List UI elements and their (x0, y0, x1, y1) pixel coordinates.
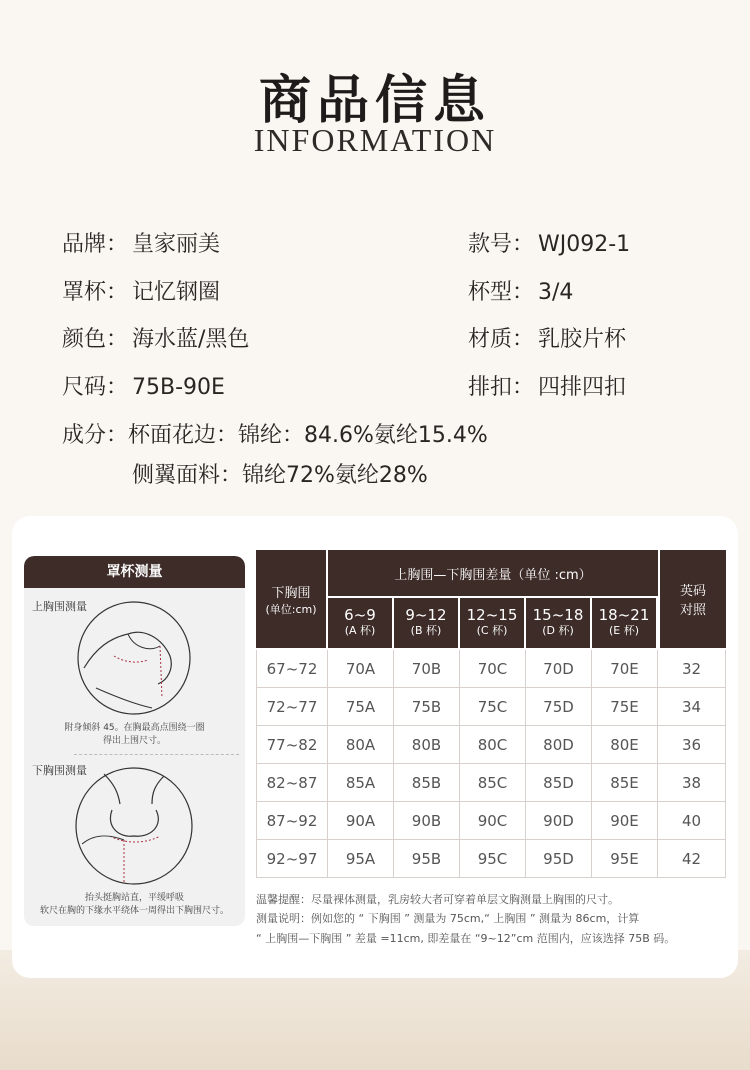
measure-panel-title: 罩杯测量 (24, 556, 245, 588)
table-uk-header (660, 550, 726, 648)
table-group-header: 上胸围—下胸围差量（单位 :cm） (328, 550, 658, 596)
table-size-cell: 85B (394, 764, 460, 802)
info-fabric-value: 乳胶片杯 (538, 327, 627, 352)
info-color-label: 颜色： (62, 327, 129, 352)
table-row-underbust: 92~97 (256, 840, 328, 878)
info-color (62, 322, 249, 353)
table-uk-cell: 40 (658, 802, 726, 840)
cup-range: 9~12 (405, 606, 447, 624)
cup-column-header (592, 598, 656, 648)
table-row-underbust: 77~82 (256, 726, 328, 764)
cup-letter: (C 杯) (476, 624, 508, 637)
info-composition-line2 (132, 458, 428, 489)
table-size-cell: 70C (460, 650, 526, 688)
table-size-cell: 80C (460, 726, 526, 764)
cup-letter: (D 杯) (542, 624, 574, 637)
page-title: 商品信息 (258, 70, 491, 131)
table-size-cell: 75E (592, 688, 658, 726)
info-composition (62, 418, 488, 449)
under-bust-note-1: 抬头挺胸站直，平缓呼吸 (84, 893, 184, 903)
table-size-cell: 90A (328, 802, 394, 840)
table-uk-cell: 34 (658, 688, 726, 726)
table-size-cell: 95C (460, 840, 526, 878)
table-corner-header (256, 550, 326, 648)
cup-column-header (526, 598, 590, 648)
cup-range: 6~9 (344, 606, 376, 624)
table-size-cell: 95E (592, 840, 658, 878)
table-size-cell: 90E (592, 802, 658, 840)
info-model-label: 款号： (468, 232, 535, 257)
note-reminder: 温馨提醒：尽量裸体测量，乳房较大者可穿着单层文胸测量上胸围的尺寸。 (256, 893, 619, 906)
cup-column-header (328, 598, 392, 648)
cup-letter: (B 杯) (410, 624, 442, 637)
cup-range: 12~15 (466, 606, 518, 624)
cup-range: 15~18 (532, 606, 584, 624)
info-hooks-label: 排扣： (468, 375, 535, 400)
table-size-cell: 75A (328, 688, 394, 726)
info-model (468, 227, 630, 258)
info-cup-type-label: 杯型： (468, 280, 535, 305)
info-color-value: 海水蓝/黑色 (132, 327, 250, 352)
info-cup-material-value: 记忆钢圈 (132, 280, 221, 305)
info-brand-value: 皇家丽美 (132, 232, 221, 257)
table-size-cell: 85E (592, 764, 658, 802)
cup-letter: (E 杯) (608, 624, 640, 637)
table-size-cell: 85D (526, 764, 592, 802)
info-size-label: 尺码： (62, 375, 129, 400)
table-size-cell: 95D (526, 840, 592, 878)
table-uk-cell: 36 (658, 726, 726, 764)
cup-column-header (460, 598, 524, 648)
under-bust-illustration (74, 764, 194, 886)
info-composition-value-2: 侧翼面料：锦纶72%氨纶28% (132, 463, 428, 488)
table-uk-cell: 38 (658, 764, 726, 802)
info-model-value: WJ092-1 (538, 232, 631, 257)
table-size-cell: 70B (394, 650, 460, 688)
table-size-cell: 85C (460, 764, 526, 802)
info-size (62, 370, 225, 401)
info-composition-value-1: 杯面花边：锦纶：84.6%氨纶15.4% (128, 423, 488, 448)
upper-bust-note-2: 得出上围尺寸。 (102, 736, 166, 746)
cup-range: 18~21 (598, 606, 650, 624)
uk-header-line1: 英码 (679, 584, 706, 599)
table-size-cell: 90D (526, 802, 592, 840)
table-size-cell: 95B (394, 840, 460, 878)
info-cup-type-value: 3/4 (538, 280, 574, 305)
info-brand-label: 品牌： (62, 232, 129, 257)
info-brand (62, 227, 220, 258)
info-cup-material (62, 275, 220, 306)
cup-column-header (394, 598, 458, 648)
info-size-value: 75B-90E (132, 375, 225, 400)
table-row-underbust: 72~77 (256, 688, 328, 726)
table-size-cell: 90B (394, 802, 460, 840)
table-size-cell: 80D (526, 726, 592, 764)
info-composition-label: 成分： (62, 423, 129, 448)
info-hooks-value: 四排四扣 (538, 375, 627, 400)
page-subtitle: INFORMATION (253, 122, 497, 158)
table-row-underbust: 82~87 (256, 764, 328, 802)
info-fabric (468, 322, 626, 353)
note-explanation-1: 测量说明：例如您的 “ 下胸围 ” 测量为 75cm,“ 上胸围 ” 测量为 86cm，计算 (256, 912, 640, 925)
table-size-cell: 85A (328, 764, 394, 802)
table-row-underbust: 87~92 (256, 802, 328, 840)
table-size-cell: 80B (394, 726, 460, 764)
table-size-cell: 75C (460, 688, 526, 726)
table-size-cell: 80A (328, 726, 394, 764)
under-bust-note-2: 软尺在胸的下缘水平绕体一周得出下胸围尺寸。 (39, 906, 229, 916)
table-row-underbust: 67~72 (256, 650, 328, 688)
uk-header-line2: 对照 (679, 603, 706, 618)
info-cup-type (468, 275, 573, 306)
table-size-cell: 80E (592, 726, 658, 764)
table-size-cell: 70A (328, 650, 394, 688)
info-fabric-label: 材质： (468, 327, 535, 352)
measure-divider (74, 754, 239, 755)
measure-panel (24, 556, 245, 926)
info-hooks (468, 370, 626, 401)
table-uk-cell: 32 (658, 650, 726, 688)
corner-title: 下胸围 (271, 585, 311, 601)
info-cup-material-label: 罩杯： (62, 280, 129, 305)
upper-bust-label: 上胸围测量 (32, 600, 87, 613)
table-size-cell: 75D (526, 688, 592, 726)
table-size-cell: 70D (526, 650, 592, 688)
corner-subtitle: (单位:cm) (265, 602, 317, 616)
table-uk-cell: 42 (658, 840, 726, 878)
note-explanation-2: “ 上胸围—下胸围 ” 差量 =11cm, 即差量在 “9~12”cm 范围内，应该选择 75B 码。 (256, 932, 676, 945)
under-bust-label: 下胸围测量 (32, 764, 87, 777)
table-size-cell: 90C (460, 802, 526, 840)
table-size-cell: 70E (592, 650, 658, 688)
table-size-cell: 75B (394, 688, 460, 726)
table-size-cell: 95A (328, 840, 394, 878)
upper-bust-illustration (74, 598, 194, 716)
upper-bust-note-1: 附身倾斜 45。在胸最高点围绕一圈 (64, 723, 205, 733)
cup-letter: (A 杯) (344, 624, 376, 637)
